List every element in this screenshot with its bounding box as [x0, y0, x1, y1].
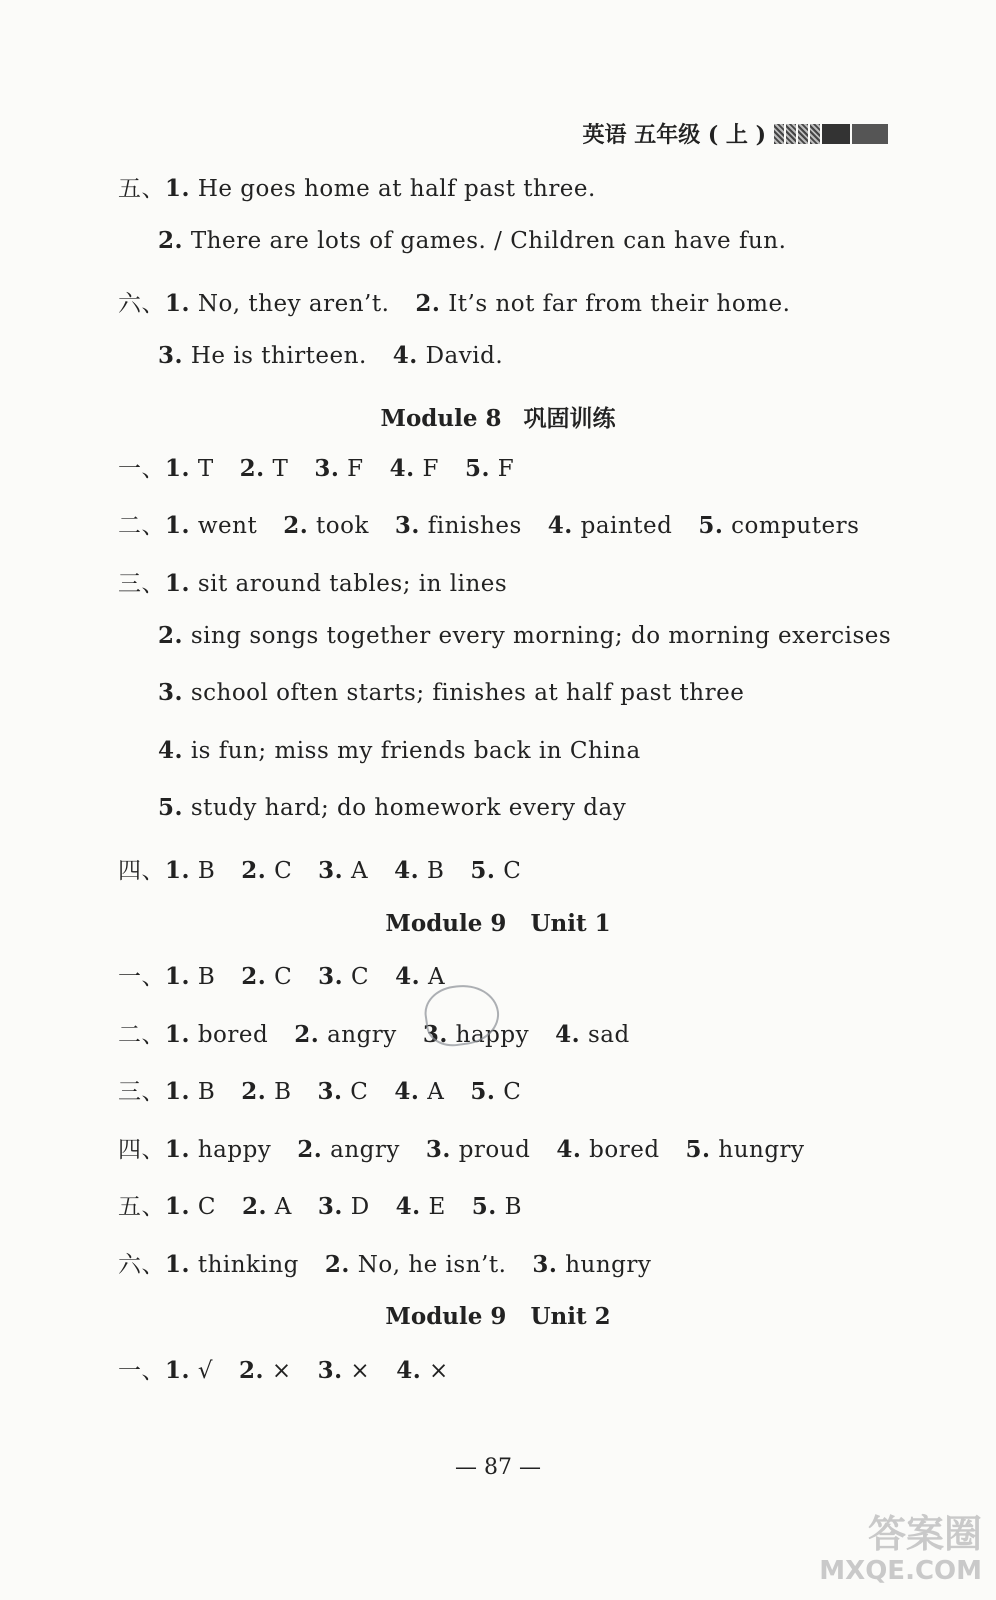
- answer-text: happy: [197, 1137, 272, 1163]
- answer-number: 5.: [470, 1078, 496, 1105]
- question-prefix: 四、: [118, 1137, 165, 1163]
- answer-text: D: [350, 1194, 370, 1220]
- question-prefix: 二、: [118, 513, 165, 539]
- answer-number: 1.: [165, 1251, 191, 1278]
- answer-text: B: [274, 1079, 292, 1105]
- answer-text: C: [503, 858, 522, 884]
- answer-number: 4.: [395, 1193, 421, 1220]
- answer-text: thinking: [197, 1252, 299, 1278]
- answer-number: 4.: [394, 1078, 420, 1105]
- answer-number: 1.: [165, 1136, 191, 1163]
- answer-line: 五、1. He goes home at half past three.: [118, 175, 596, 202]
- answer-text: C: [350, 1079, 369, 1105]
- question-prefix: 一、: [118, 964, 165, 990]
- answer-line: 三、1. sit around tables; in lines: [118, 570, 508, 597]
- answer-number: 1.: [165, 857, 191, 884]
- question-prefix: 二、: [118, 1022, 165, 1048]
- answer-text: B: [426, 858, 445, 884]
- answer-number: 2.: [241, 1193, 267, 1220]
- answer-number: 1.: [165, 1021, 191, 1048]
- answer-text: C: [503, 1079, 522, 1105]
- answer-text: A: [427, 1079, 445, 1105]
- question-prefix: 五、: [118, 1194, 165, 1220]
- answer-line: 3. He is thirteen. 4. David.: [158, 342, 504, 369]
- answer-text: B: [197, 858, 216, 884]
- answer-number: 2.: [283, 512, 309, 539]
- answer-number: 2.: [238, 1357, 264, 1384]
- answer-number: 5.: [464, 455, 490, 482]
- answer-line: [118, 1131, 805, 1164]
- answer-line: [118, 1073, 521, 1106]
- answer-text: B: [197, 1079, 216, 1105]
- answer-text: No, he isn’t.: [357, 1252, 507, 1278]
- answer-line: [118, 1246, 651, 1279]
- answer-text: A: [351, 858, 369, 884]
- answer-text: A: [427, 964, 446, 990]
- answer-text: ×: [350, 1358, 371, 1384]
- answer-text: ×: [271, 1358, 292, 1384]
- answer-text: √: [197, 1358, 213, 1384]
- answer-text: C: [274, 964, 293, 990]
- answer-number: 5.: [471, 1193, 497, 1220]
- answer-number: 3.: [317, 1078, 343, 1105]
- answer-number: 2.: [324, 1251, 350, 1278]
- answer-text: went: [197, 513, 258, 539]
- answer-number: 3.: [318, 963, 344, 990]
- answer-text: B: [197, 964, 216, 990]
- answer-text: C: [197, 1194, 216, 1220]
- answer-number: 4.: [555, 1021, 581, 1048]
- answer-number: 2.: [297, 1136, 323, 1163]
- answer-number: 2.: [241, 1078, 267, 1105]
- header-decoration: [774, 124, 888, 144]
- answer-text: T: [197, 456, 214, 482]
- answer-number: 4.: [556, 1136, 582, 1163]
- answer-number: 1.: [165, 1078, 191, 1105]
- answer-line: 4. is fun; miss my friends back in China: [158, 737, 641, 764]
- section-heading: Module 9 Unit 2: [385, 1303, 611, 1330]
- answer-number: 3.: [317, 1193, 343, 1220]
- answer-number: 4.: [395, 963, 421, 990]
- answer-text: T: [272, 456, 289, 482]
- answer-number: 1.: [165, 963, 191, 990]
- answer-text: bored: [589, 1137, 660, 1163]
- answer-text: angry: [330, 1137, 400, 1163]
- answer-number: 1.: [165, 512, 191, 539]
- answer-number: 3.: [317, 1357, 343, 1384]
- section-heading: Module 9 Unit 1: [385, 910, 611, 937]
- answer-number: 4.: [396, 1357, 422, 1384]
- answer-text: E: [428, 1194, 446, 1220]
- answer-number: 5.: [470, 857, 496, 884]
- answer-line: [118, 1016, 630, 1049]
- answer-text: bored: [197, 1022, 269, 1048]
- page-header: [583, 118, 888, 149]
- question-prefix: 一、: [118, 456, 165, 482]
- answer-line: [118, 958, 445, 991]
- answer-number: 5.: [698, 512, 724, 539]
- answer-text: C: [351, 964, 370, 990]
- answer-text: took: [316, 513, 369, 539]
- answer-text: C: [274, 858, 293, 884]
- answer-number: 3.: [394, 512, 420, 539]
- answer-line: 六、1. No, they aren’t. 2. It’s not far from their home.: [118, 290, 791, 317]
- answer-text: proud: [458, 1137, 531, 1163]
- answer-number: 3.: [532, 1251, 558, 1278]
- answer-line: 5. study hard; do homework every day: [158, 794, 627, 821]
- answer-text: B: [504, 1194, 523, 1220]
- answer-text: angry: [327, 1022, 397, 1048]
- page-number: — 87 —: [455, 1455, 541, 1480]
- section-heading: Module 8 巩固训练: [380, 405, 616, 432]
- answer-number: 4.: [547, 512, 573, 539]
- answer-number: 3.: [425, 1136, 451, 1163]
- answer-number: 4.: [394, 857, 420, 884]
- answer-number: 1.: [165, 1357, 191, 1384]
- answer-number: 3.: [314, 455, 340, 482]
- answer-line: 3. school often starts; finishes at half past three: [158, 679, 745, 706]
- question-prefix: 四、: [118, 858, 165, 884]
- answer-number: 2.: [239, 455, 265, 482]
- answer-number: 2.: [294, 1021, 320, 1048]
- answer-text: finishes: [427, 513, 522, 539]
- answer-number: 2.: [241, 963, 267, 990]
- answer-text: hungry: [718, 1137, 805, 1163]
- answer-text: painted: [580, 513, 673, 539]
- question-prefix: 三、: [118, 1079, 165, 1105]
- answer-text: F: [347, 456, 364, 482]
- answer-text: A: [274, 1194, 292, 1220]
- answer-line: [118, 1188, 522, 1221]
- answer-number: 1.: [165, 1193, 191, 1220]
- answer-text: F: [497, 456, 515, 482]
- answer-text: F: [422, 456, 439, 482]
- answer-line: 2. sing songs together every morning; do morning exercises: [158, 622, 892, 649]
- answer-text: hungry: [565, 1252, 652, 1278]
- answer-line: [118, 1352, 449, 1385]
- answer-line: [118, 450, 514, 483]
- answer-line: 2. There are lots of games. / Children can have fun.: [158, 227, 787, 254]
- question-prefix: 六、: [118, 1252, 165, 1278]
- answer-text: ×: [429, 1358, 449, 1384]
- answer-number: 1.: [165, 455, 191, 482]
- watermark-logo: 答案圈 MXQE.COM: [819, 1512, 982, 1586]
- answer-text: happy: [455, 1022, 530, 1048]
- answer-text: computers: [731, 513, 860, 539]
- answer-line: [118, 852, 521, 885]
- answer-number: 5.: [685, 1136, 711, 1163]
- answer-text: sad: [587, 1022, 630, 1048]
- answer-number: 3.: [422, 1021, 448, 1048]
- answer-number: 3.: [318, 857, 344, 884]
- question-prefix: 一、: [118, 1358, 165, 1384]
- header-title: 英语 五年级 ( 上 ): [582, 122, 766, 148]
- answer-line: [118, 507, 859, 540]
- answer-number: 2.: [241, 857, 267, 884]
- answer-number: 4.: [389, 455, 415, 482]
